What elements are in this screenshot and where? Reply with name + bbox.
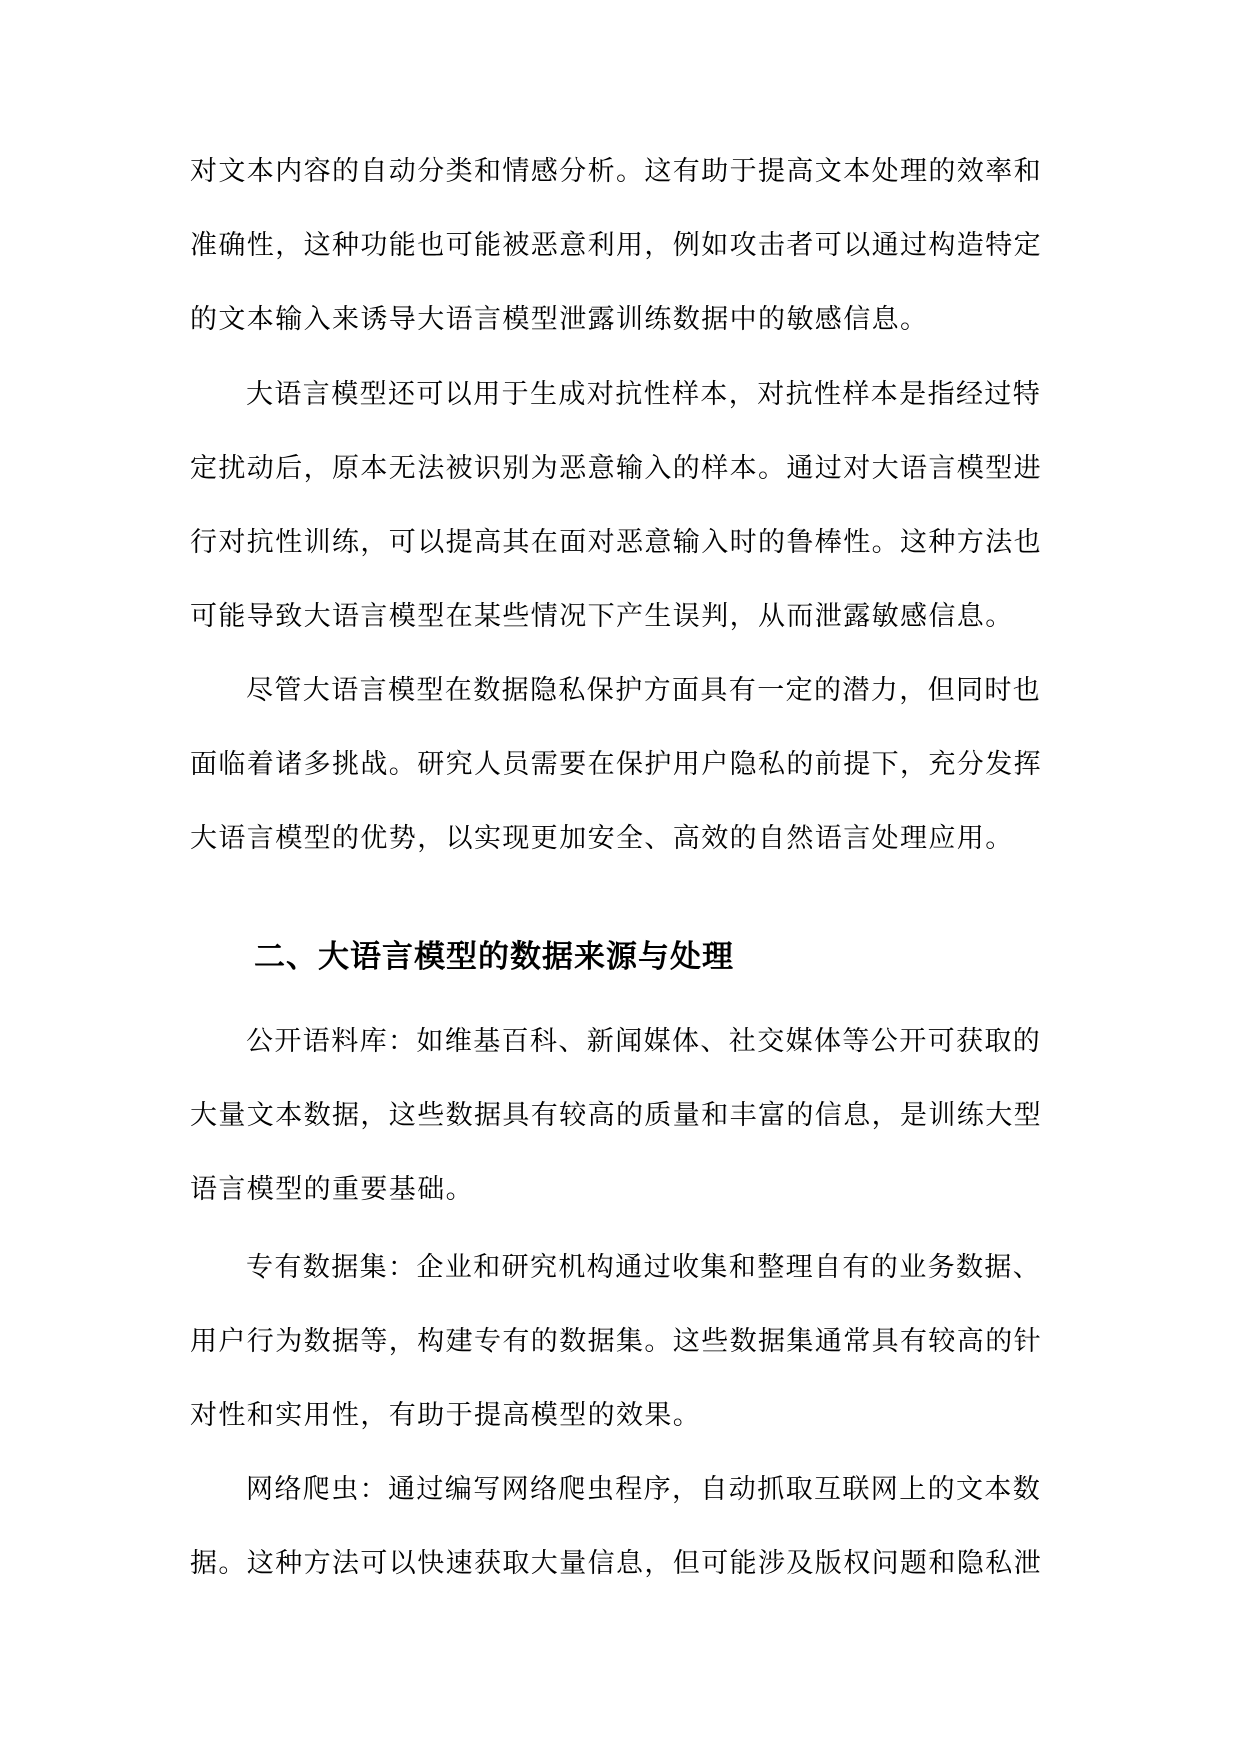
- text-line: 大语言模型的优势，以实现更加安全、高效的自然语言处理应用。: [190, 823, 1014, 854]
- text-line: 专有数据集：企业和研究机构通过收集和整理自有的业务数据、: [246, 1252, 1042, 1283]
- text-line: 对性和实用性，有助于提高模型的效果。: [190, 1400, 702, 1431]
- text-line: 对文本内容的自动分类和情感分析。这有助于提高文本处理的效率和: [190, 156, 1042, 187]
- text-line: 大语言模型还可以用于生成对抗性样本，对抗性样本是指经过特: [246, 379, 1042, 410]
- text-line: 面临着诸多挑战。研究人员需要在保护用户隐私的前提下，充分发挥: [190, 749, 1042, 780]
- text-line: 可能导致大语言模型在某些情况下产生误判，从而泄露敏感信息。: [190, 601, 1014, 632]
- text-line: 语言模型的重要基础。: [190, 1174, 474, 1205]
- text-line: 定扰动后，原本无法被识别为恶意输入的样本。通过对大语言模型进: [190, 453, 1042, 484]
- text-line: 尽管大语言模型在数据隐私保护方面具有一定的潜力，但同时也: [246, 675, 1042, 706]
- text-line: 的文本输入来诱导大语言模型泄露训练数据中的敏感信息。: [190, 304, 929, 335]
- text-line: 网络爬虫：通过编写网络爬虫程序，自动抓取互联网上的文本数: [246, 1474, 1042, 1505]
- text-line: 行对抗性训练，可以提高其在面对恶意输入时的鲁棒性。这种方法也: [190, 527, 1042, 558]
- text-line: 准确性，这种功能也可能被恶意利用，例如攻击者可以通过构造特定: [190, 230, 1042, 261]
- text-line: 公开语料库：如维基百科、新闻媒体、社交媒体等公开可获取的: [246, 1026, 1042, 1057]
- section-heading: 二、大语言模型的数据来源与处理: [254, 939, 734, 975]
- text-line: 用户行为数据等，构建专有的数据集。这些数据集通常具有较高的针: [190, 1326, 1042, 1357]
- text-line: 大量文本数据，这些数据具有较高的质量和丰富的信息，是训练大型: [190, 1100, 1042, 1131]
- text-line: 据。这种方法可以快速获取大量信息，但可能涉及版权问题和隐私泄: [190, 1548, 1042, 1579]
